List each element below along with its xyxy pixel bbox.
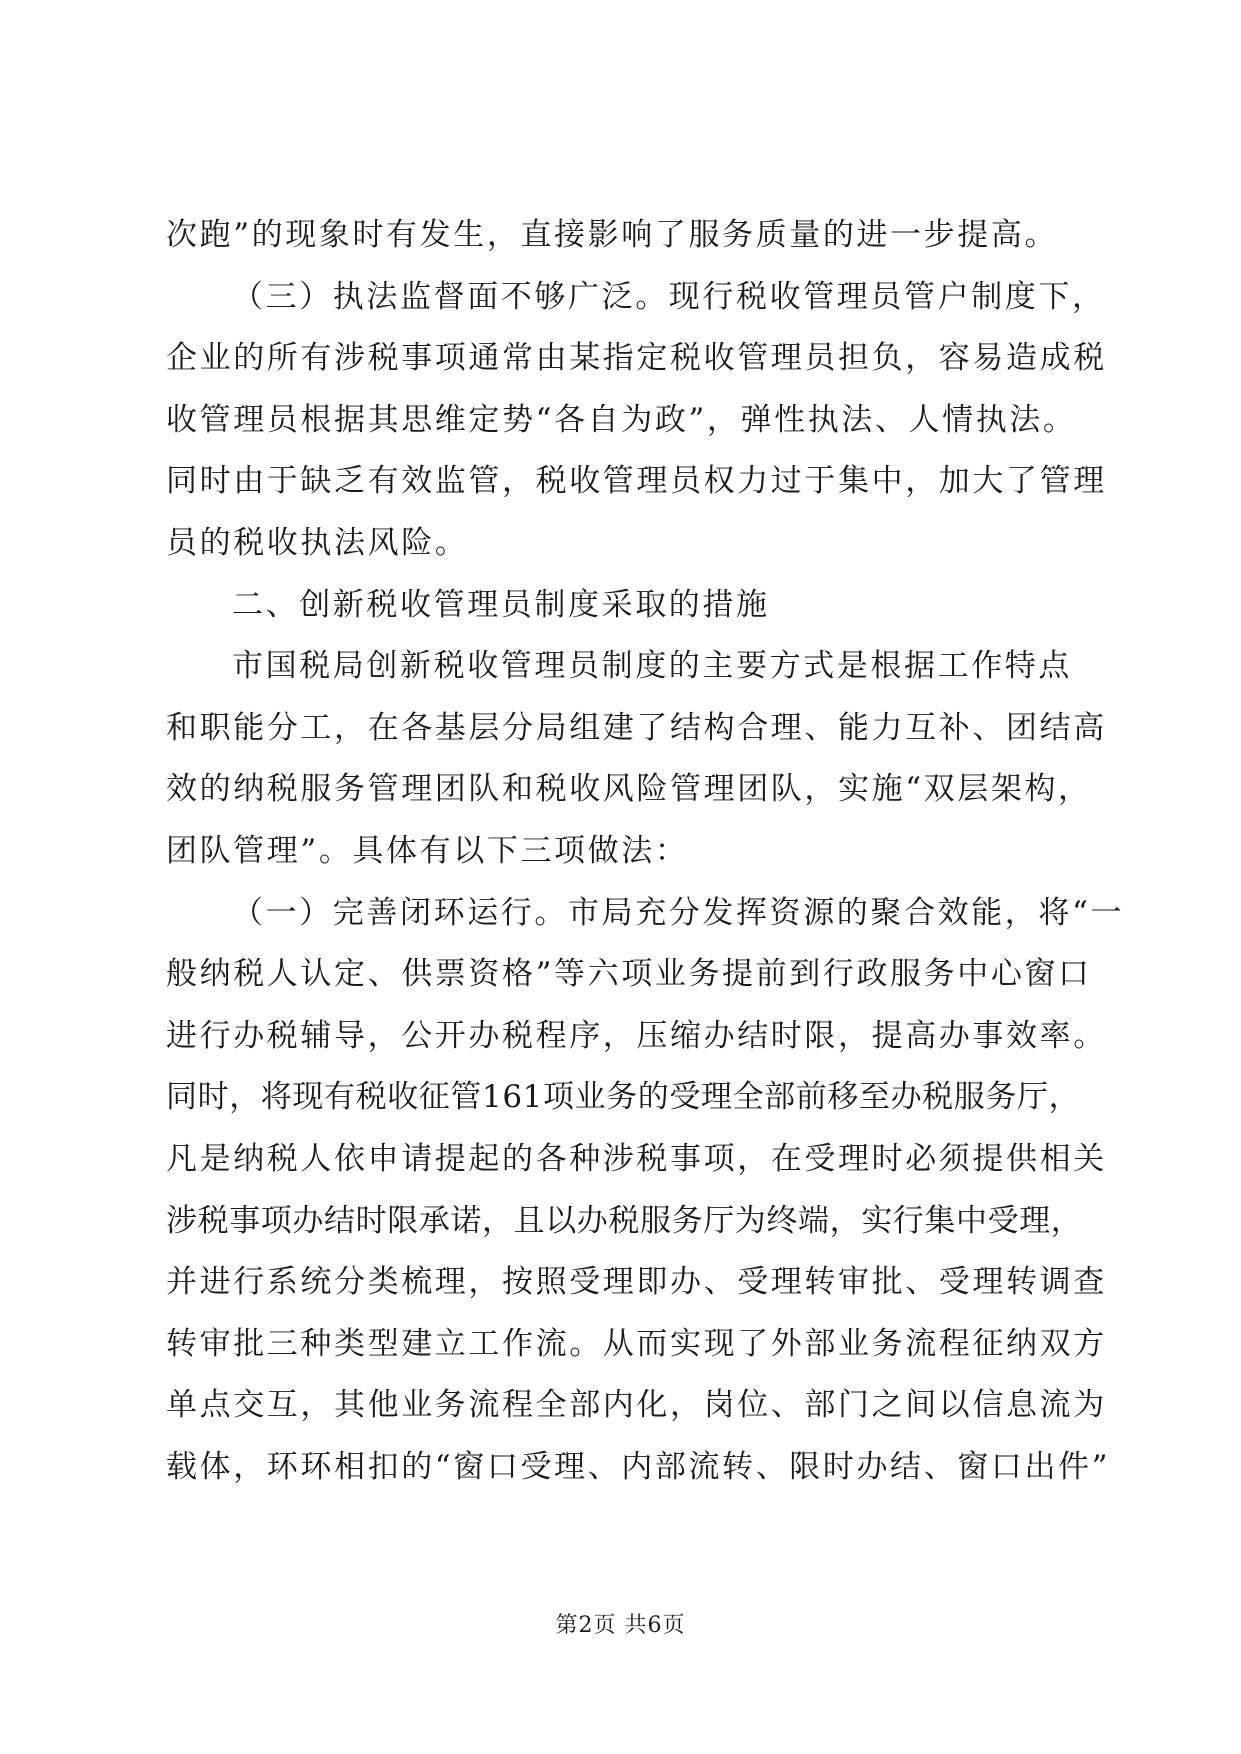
text-line: 转审批三种类型建立工作流。从而实现了外部业务流程征纳双方	[166, 1325, 1107, 1362]
text-line: 同时，将现有税收征管161项业务的受理全部前移至办税服务厅，	[166, 1079, 1081, 1116]
text-line: （三）执法监督面不够广泛。现行税收管理员管户制度下，	[232, 278, 1106, 315]
text-line: 单点交互，其他业务流程全部内化，岗位、部门之间以信息流为	[166, 1387, 1107, 1424]
text-line: 涉税事项办结时限承诺，且以办税服务厅为终端，实行集中受理，	[166, 1202, 1083, 1239]
text-line: 同时由于缺乏有效监管，税收管理员权力过于集中，加大了管理	[166, 463, 1107, 500]
text-line: 凡是纳税人依申请提起的各种涉税事项，在受理时必须提供相关	[166, 1140, 1107, 1177]
text-line: 效的纳税服务管理团队和税收风险管理团队，实施“双层架构，	[166, 771, 1092, 808]
section-heading: 二、创新税收管理员制度采取的措施	[232, 586, 770, 623]
text-line: 并进行系统分类梳理，按照受理即办、受理转审批、受理转调查	[166, 1264, 1107, 1301]
document-body	[166, 205, 1125, 1498]
text-line: 企业的所有涉税事项通常由某指定税收管理员担负，容易造成税	[166, 340, 1107, 377]
text-line: 团队管理”。具体有以下三项做法：	[166, 832, 689, 869]
text-line: 员的税收执法风险。	[166, 524, 469, 561]
text-line: 次跑”的现象时有发生，直接影响了服务质量的进一步提高。	[166, 217, 1059, 253]
text-line: 般纳税人认定、供票资格”等六项业务提前到行政服务中心窗口	[166, 956, 1092, 993]
text-line: （一）完善闭环运行。市局充分发挥资源的聚合效能，将“一	[232, 894, 1125, 931]
text-line: 进行办税辅导，公开办税程序，压缩办结时限，提高办事效率。	[166, 1017, 1107, 1054]
text-line: 市国税局创新税收管理员制度的主要方式是根据工作特点	[232, 648, 1072, 685]
text-line: 收管理员根据其思维定势“各自为政”，弹性执法、人情执法。	[166, 401, 1077, 438]
text-line: 载体，环环相扣的“窗口受理、内部流转、限时办结、窗口出件”	[166, 1448, 1111, 1485]
text-line: 和职能分工，在各基层分局组建了结构合理、能力互补、团结高	[166, 709, 1107, 746]
page-footer: 第2页 共6页	[555, 1613, 686, 1638]
